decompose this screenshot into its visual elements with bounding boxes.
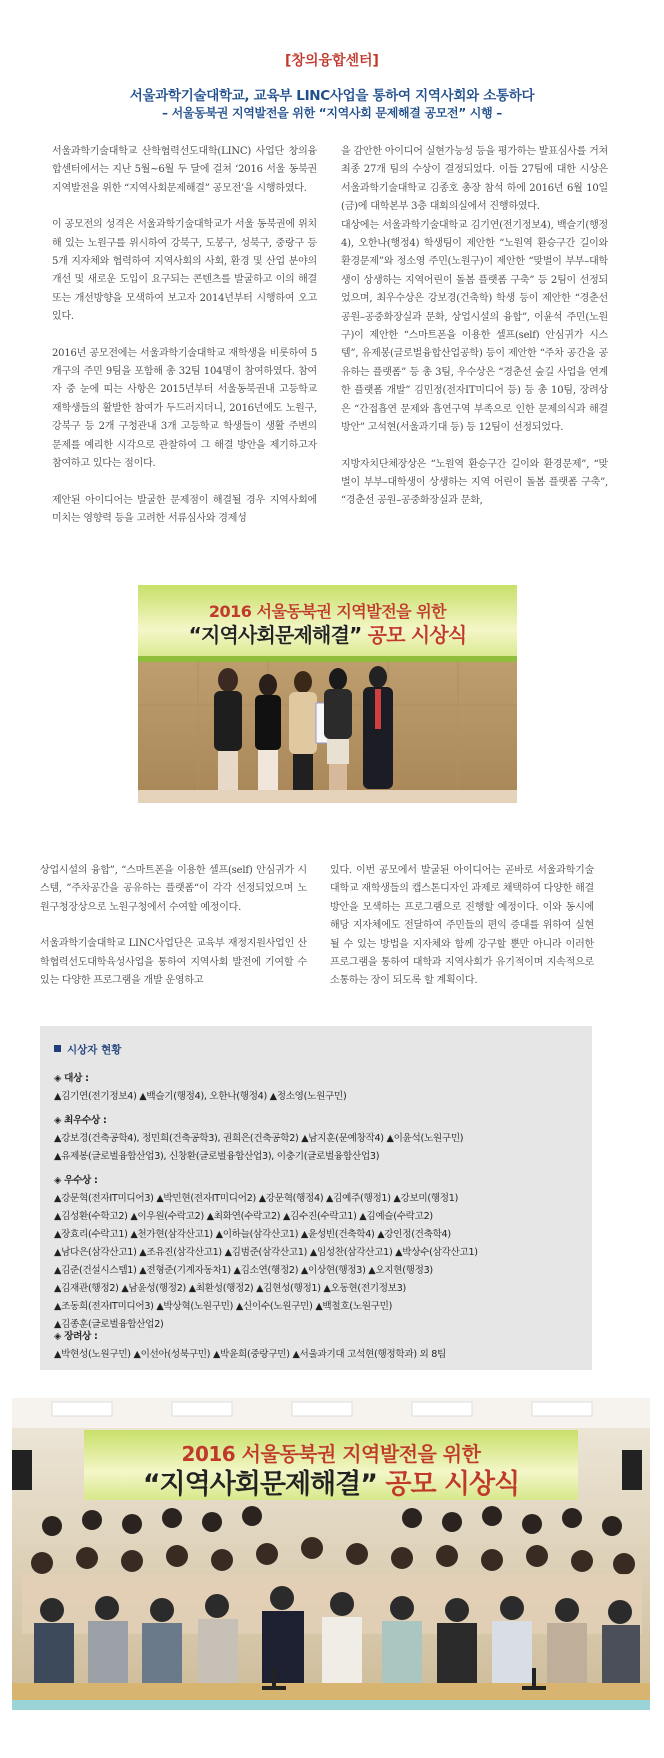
banner-text-line2-b: 공모 시상식 [367,623,467,647]
banner-text-line2-b: 공모 시상식 [385,1469,520,1500]
award-line: ▲박현성(노원구민) ▲이선아(성북구민) ▲박윤희(중랑구민) ▲서울과기대 고석현(행정학과) 외 8팀 [54,1349,447,1360]
award-line: ▲김재관(행정2) ▲남윤성(행정2) ▲최환성(행정2) ▲김현성(행정1) ▲오동현(전기정보3) [54,1283,406,1294]
paragraph: 대상에는 서울과학기술대학교 김기연(전기정보4), 백슬기(행정4), 오한나(행정4) 학생팀이 제안한 “노원역 환승구간 길이와 환경문제”와 정소영 주민(노원구)이 제안한 “맞벌이 부부–대학생이 상생하는 지역어린이 돌봄 플랫폼 구축” 등 2팀이 선정되었으며, 최우수상은 강보경(건축학) 학생 등이 제안한 “경춘선 공원–공중화장실과 문화, 상업시설의 융합”, 이윤석 주민(노원구)이 제안한 “스마트폰을 이용한 셀프(self) 안심귀가 시스템”, 유제봉(글로벌융합산업공학) 등이 제안한 “주차 공간을 공유하는 플랫폼” 등 총 3팀, 우수상은 “경춘선 숲길 사업을 연계한 플랫폼 개발” 김민정(전자IT미디어 등) 등 총 10팀, 장려상은 “간접흡연 문제와 흡연구역 부족으로 인한 문제의식과 해결방안” 고석현(서울과기대 등) 등 12팀이 선정되었다. [341,219,608,434]
award-encouragement [54,1328,446,1364]
award-line: ▲김기연(전기정보4) ▲백슬기(행정4), 오한나(행정4) ▲정소영(노원구민) [54,1091,347,1102]
paragraph: 있다. 이번 공모에서 발굴된 아이디어는 곧바로 서울과학기술대학교 재학생들의 캡스톤디자인 과제로 채택하여 다양한 해결방안을 모색하는 프로그램으로 진행할 예정이다. 이와 동시에 해당 지자체에도 전달하여 주민들의 편익 증대를 위하여 실현될 수 있는 방법을 지자체와 함께 강구할 뿐만 아니라 이러한 프로그램을 통하여 대학과 지역사회가 유기적이며 지속적으로 소통하는 장이 되도록 할 계획이다. [330,865,594,987]
paragraph: 을 감안한 아이디어 실현가능성 등을 평가하는 발표심사를 거쳐 최종 27개 팀의 수상이 결정되었다. 이들 27팀에 대한 시상은 서울과학기술대학교 김종호 총장 참석 하에 2016년 6월 10일(금)에 대학본부 3층 대회의실에서 진행하였다. [341,146,608,213]
paragraph: 지방자치단체장상은 “노원역 환승구간 길이와 환경문제”, “맞벌이 부부–대학생이 상생하는 지역 어린이 돌봄 플랫폼 구축”, “경춘선 공원–공중화장실과 문화, [341,458,608,507]
award-line: ▲남다은(삼각산고1) ▲조유진(삼각산고1) ▲김범준(삼각산고1) ▲임성찬(삼각산고1) ▲박상수(삼각산고1) [54,1247,478,1258]
awards-title-text: 시상자 현황 [67,1044,122,1056]
article-title: 서울과학기술대학교, 교육부 LINC사업을 통하여 지역사회와 소통하다 [129,88,535,104]
article-top-right-column [341,143,608,511]
square-bullet-icon [54,1045,61,1052]
banner-text-line1: 2016 서울동북권 지역발전을 위한 [208,602,447,621]
section-tag: [창의융합센터] [285,53,379,69]
group-photo [12,1398,650,1710]
paragraph: 상업시설의 융합”, “스마트폰을 이용한 셀프(self) 안심귀가 시스템, ”주차공간을 공유하는 플랫폼“이 각각 선정되었으며 노원구청장상으로 노원구청에서 수여할 예정이다. [40,865,307,913]
paragraph: 서울과학기술대학교 LINC사업단은 교육부 재정지원사업인 산학협력선도대학육성사업을 통하여 지역사회 발전에 기여할 수 있는 다양한 프로그램을 개발 운영하고 [40,938,307,987]
awards-box [40,1026,592,1370]
awards-box-title [54,1042,121,1057]
award-head: ◈ 장려상 : [54,1331,98,1342]
paragraph: 제안된 아이디어는 발굴한 문제점이 해결될 경우 지역사회에 미치는 영향력 등을 고려한 서류심사와 경제성 [52,494,317,524]
article-top-left-column [52,143,317,528]
paragraph: 서울과학기술대학교 산학협력선도대학(LINC) 사업단 창의융합센터에서는 지난 5월~6월 두 달에 걸쳐 ‘2016 서울 동북권 지역발전을 위한 “지역사회문제해결” 공모전’을 시행하였다. [52,146,317,194]
award-line: ▲김준(건설시스템1) ▲전형준(기계자동차1) ▲김소연(행정2) ▲이상현(행정3) ▲오지현(행정3) [54,1265,433,1276]
award-line: ▲유제봉(글로벌융합산업3), 신창환(글로벌융합산업3), 이충기(글로벌융합산업3) [54,1151,380,1162]
ceremony-photo-small [138,585,517,803]
article-subtitle: – 서울동북권 지역발전을 위한 “지역사회 문제해결 공모전” 시행 – [162,106,502,120]
award-merit [54,1172,478,1334]
paragraph: 이 공모전의 성격은 서울과학기술대학교가 서울 동북권에 위치해 있는 노원구를 위시하여 강북구, 도봉구, 성북구, 중랑구 등 5개 지자체와 협력하여 지역사회의 사회, 환경 및 산업 분야의 개선 및 새로운 도입이 요구되는 콘텐츠를 발굴하고 이의 해결 또는 개선방향을 모색하여 보고자 2014년부터 시행하여 오고 있다. [52,219,317,323]
article-bottom-right-column [330,862,594,991]
award-line: ▲조동희(전자IT미디어3) ▲박상혁(노원구민) ▲신이수(노원구민) ▲백철호(노원구민) [54,1301,393,1312]
award-line: ▲강보경(건축공학4), 정민희(건축공학3), 권희은(건축공학2) ▲남지훈(문예창작4) ▲이윤석(노원구민) [54,1133,464,1144]
award-line: ▲김종훈(글로벌융합산업2) [54,1319,164,1330]
award-line: ▲장효리(수락고1) ▲천가현(삼각산고1) ▲이하늘(삼각산고1) ▲윤성빈(건축학4) ▲강인정(건축학4) [54,1229,451,1240]
award-line: ▲강문혁(전자IT미디어3) ▲박민현(전자IT미디어2) ▲강문혁(행정4) ▲김예주(행정1) ▲강보미(행정1) [54,1193,459,1204]
award-excellence [54,1112,463,1166]
paragraph: 2016년 공모전에는 서울과학기술대학교 재학생을 비롯하여 5개구의 주민 9팀을 포함해 총 32팀 104명이 참여하였다. 참여자 중 눈에 띠는 사항은 2015년부터 서울동북권내 고등학교 재학생들의 활발한 참여가 두드러지더니, 2016년에도 노원구, 강북구 등 2개 구청관내 3개 고등학교 학생들이 생활 주변의 문제를 예리한 시각으로 관찰하여 그 해결 방안을 제기하고자 참여하고 있다는 점이다. [52,347,317,470]
article-bottom-left-column [40,862,307,990]
banner-text-line2 [12,1462,650,1501]
award-head: ◈ 우수상 : [54,1175,98,1186]
award-head: ◈ 대상 : [54,1073,89,1084]
award-head: ◈ 최우수상 : [54,1115,107,1126]
banner-text-line2 [138,619,517,648]
award-line: ▲김성환(수학고2) ▲이우원(수락고2) ▲최화연(수락고2) ▲김수진(수락고1) ▲김예슬(수락고2) [54,1211,433,1222]
award-grand [54,1070,346,1106]
banner-text-line2-a: “지역사회문제해결” [142,1469,377,1500]
banner-text-line2-a: “지역사회문제해결” [188,623,362,647]
banner-text-line1: 2016 서울동북권 지역발전을 위한 [181,1442,481,1466]
